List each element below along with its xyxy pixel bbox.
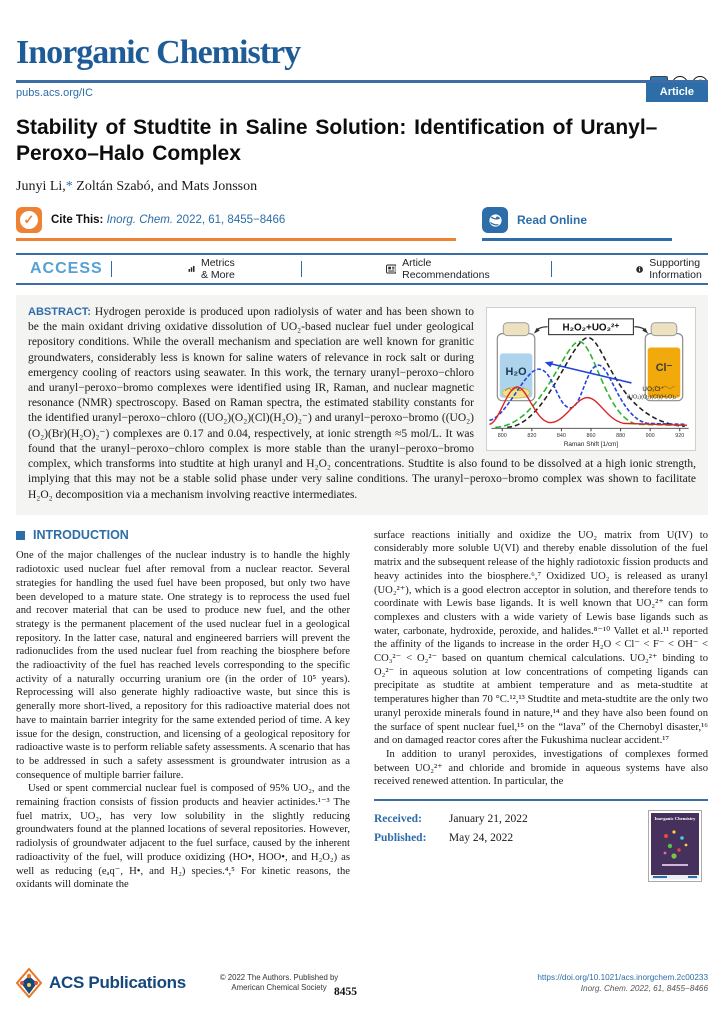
abstract-text: Hydrogen peroxide is produced upon radiolysis of water and has been shown to be the main oxidant driving oxidative dissolution of UO₂-based nuclear fuel under geological repository conditions. While the overall mechanism and speciation are well known for granitic groundwaters, considerably less is known for saline waters of relevance in rock salt or during emergency cooling of reactors using seawater. In this work, the ternary uranyl−peroxo−chloro and uranyl−peroxo−bromo complexes were identified using IR, Raman, and nuclear magnetic resonance (NMR) spectroscopy. Based on Raman spectra, the estimated stability constants for the identified uranyl−peroxo−chloro ((UO₂)(O₂)(Cl)(H₂O)₂⁻) and uranyl−peroxo−bromo ((UO₂)(O₂)(Br)(H₂O)₂⁻) complexes are 0.17 and 0.04, respectively, at ionic strength ≈5 mol/L. It was found that the uranyl−peroxo−chloro complex is more stable than the uranyl−peroxo−bromo complex, which transforms into studtite at high uranyl and H₂O₂ concentrations. Studtite is also found to be dissolved at a high ionic strength, implying that this may not be a stable solid phase under very saline conditions. The uranyl−peroxo−bromo complex was shown to facilitate H₂O₂ decomposition via a mechanism involving reactive intermediates. (28, 306, 696, 501)
separator (301, 261, 302, 277)
copyright-line-2: American Chemical Society (231, 983, 327, 992)
page-footer (16, 968, 708, 998)
globe-glyph (487, 212, 504, 229)
author-names-pre: Junyi Li, (16, 179, 66, 195)
cite-this-label: Cite This: (51, 214, 104, 227)
water-label: H₂O (505, 366, 527, 379)
access-link[interactable]: ACCESS (30, 260, 103, 278)
x-tick: 880 (616, 433, 626, 440)
journal-logo: Inorganic Chemistry (16, 34, 301, 71)
reaction-label: H₂O₂+UO₂²⁺ (562, 322, 620, 334)
metrics-label: Metrics & More (200, 257, 235, 282)
introduction-heading (16, 529, 350, 543)
reaction-label-box (534, 319, 648, 335)
recommendations-icon (386, 263, 397, 275)
cite-citation-text (51, 214, 285, 226)
x-axis-label: Raman Shift [1/cm] (563, 441, 619, 449)
globe-icon (482, 207, 508, 233)
acs-publications-logo[interactable] (16, 968, 186, 998)
access-bar (16, 253, 708, 285)
article-dates (374, 810, 528, 887)
article-body (16, 529, 708, 975)
supporting-info-icon (636, 263, 643, 276)
acs-diamond-icon (16, 968, 42, 998)
cite-bar (16, 207, 708, 241)
published-row (374, 829, 528, 848)
footer-citation: Inorg. Chem. 2022, 61, 8455−8466 (580, 984, 708, 993)
x-tick: 860 (586, 433, 596, 440)
read-online-button[interactable] (482, 207, 672, 241)
received-date: January 21, 2022 (448, 813, 528, 826)
abstract-section (16, 295, 708, 515)
cite-this-button[interactable] (16, 207, 456, 241)
x-tick: 900 (645, 433, 655, 440)
x-tick: 920 (675, 433, 685, 440)
received-row (374, 810, 528, 829)
graphical-abstract (486, 307, 696, 451)
copyright-line-1: © 2022 The Authors. Published by (219, 973, 339, 982)
metrics-and-more-link[interactable] (188, 257, 241, 281)
page-header (0, 0, 724, 72)
product-label-1: UO₂Cl⁺ (642, 385, 664, 393)
read-online-label: Read Online (517, 213, 588, 228)
journal-cover-thumbnail[interactable] (648, 810, 702, 887)
supporting-info-label: Supporting Information (649, 257, 702, 282)
x-tick: 800 (497, 433, 507, 440)
left-column (16, 529, 350, 975)
received-published-box (374, 799, 708, 887)
corresponding-author-star[interactable]: * (65, 179, 73, 195)
abstract-label: ABSTRACT: (28, 306, 91, 319)
cite-journal-name: Inorg. Chem. (106, 214, 174, 227)
doi-link[interactable]: https://doi.org/10.1021/acs.inorgchem.2c00233 (537, 973, 708, 982)
right-column (374, 529, 708, 975)
author-names-post: Zoltán Szabó, and Mats Jonsson (72, 179, 258, 195)
page-number: 8455 (334, 986, 357, 998)
cover-title: Inorganic Chemistry (654, 816, 696, 822)
product-label-2: (UO₂)(O₂)(Cl)(H₂O)₂⁻ (627, 394, 680, 401)
article-recommendations-link[interactable] (386, 257, 494, 281)
introduction-heading-label: INTRODUCTION (33, 528, 129, 542)
water-vial (497, 323, 534, 401)
article-title: Stability of Studtite in Saline Solution: Identification of Uranyl–Peroxo–Halo Complex (16, 116, 658, 166)
separator (551, 261, 552, 277)
intro-paragraph-4: In addition to uranyl peroxides, investigations of complexes formed between UO₂²⁺ and chloride and bromide in aqueous systems have also received renewed attention. In particular, the (374, 748, 708, 788)
header-rule (16, 80, 708, 99)
journal-cover-image (648, 810, 702, 882)
author-list (16, 179, 708, 195)
separator (111, 261, 112, 277)
received-label: Received: (374, 813, 422, 826)
article-type-badge: Article (646, 83, 708, 102)
published-label: Published: (374, 832, 427, 845)
doi-block (537, 972, 708, 994)
journal-url-link[interactable]: pubs.acs.org/IC (16, 87, 94, 99)
recommendations-label: Article Recommendations (402, 257, 490, 282)
intro-paragraph-2: Used or spent commercial nuclear fuel is composed of 95% UO₂, and the remaining fraction consists of fission products and heavier actinides.¹⁻³ The fuel matrix, UO₂, has very low solubility in the slightly reducing groundwaters found at the planned locations of several repositories. However, radiolysis of groundwater adjacent to the fuel surface, caused by the inherent radioactivity of the fuel, will produce oxidizing (HO•, HOO•, and H₂O₂) as well as reducing (eₐq⁻, H•, and H₂) species.⁴,⁵ For kinetic reasons, the oxidants will dominate the (16, 783, 350, 891)
cite-volume-pages: 2022, 61, 8455−8466 (173, 214, 286, 227)
x-tick: 820 (527, 433, 537, 440)
bar-chart-icon (188, 263, 195, 275)
chloride-label: Cl⁻ (655, 362, 673, 375)
published-date: May 24, 2022 (448, 832, 514, 845)
copyright-notice (220, 973, 338, 993)
check-glyph: ✓ (20, 211, 38, 229)
raman-x-axis (491, 428, 688, 448)
section-bullet-icon (16, 531, 25, 540)
x-tick: 840 (556, 433, 566, 440)
intro-paragraph-1: One of the major challenges of the nuclear industry is to handle the highly radiotoxic used nuclear fuel after removal from a nuclear reactor. Several strategies for handling the used fuel have been proposed, but only two have been developed to a mature state. One strategy is to reprocess the used fuel and recover material that can be used to produce new fuel, and the other strategy is the permanent placement of the used nuclear fuel in a geological repository. In the latter case, natural and engineered barriers will prevent the radionuclides from the used nuclear fuel from reaching the biosphere before the radioactivity of the fuel has reached levels corresponding to the specific activity of a naturally occurring uranium ore (in the order of 10⁵ years). Reprocessing will also generate highly radioactive waste, but since this is generally more short-lived, a repository for this radioactive material does not have to maintain barrier integrity for the same extended period of time. A key issue for the design, construction, and licensing of a geological repository for radioactive waste is to perform reliable safety assessments. A scenario that has to be addressed in such a safety assessment is groundwater intrusion as a consequence of multiple barrier failure. (16, 550, 350, 781)
supporting-information-link[interactable] (636, 257, 708, 281)
cite-check-icon (16, 207, 42, 233)
acs-publications-label: ACS Publications (49, 973, 186, 992)
intro-paragraph-3: surface reactions initially and oxidize the UO₂ matrix from U(IV) to considerably more soluble U(VI) and thereby enable dissolution of the fuel matrix and the subsequent release of the highly radiotoxic fission products and heavy actinides into the biosphere.⁶,⁷ Oxidized UO₂ is released as uranyl (UO₂²⁺), which is a good electron acceptor in solution, and therefore tends to coordinate with Lewis base ligands. It is well known that UO₂²⁺ can form complexes and clusters with a wide variety of Lewis base ligands such as water, carbonate, hydroxide, peroxide, and halides.⁸⁻¹⁰ Vallet et al.¹¹ reported the affinity of the ligands to increase in the order H₂O < Cl⁻ < F⁻ < OH⁻ < CO₃²⁻ < O₂²⁻ based on quantum chemical calculations. UO₂²⁺ binding to O₂²⁻ in aqueous solution at low concentrations of competing ligands can precipitate as studtite at ambient temperature and as meta-studtite at temperatures higher than 70 °C.¹²,¹³ Studtite and meta-studtite are the only two uranyl peroxide minerals found in nature,¹⁴ and they have also been found on the surface of spent nuclear fuel,¹⁵ on the “lava” of the Chernobyl disaster,¹⁶ and on damaged reactor cores after the Fukushima nuclear accident.¹⁷ (374, 529, 708, 747)
